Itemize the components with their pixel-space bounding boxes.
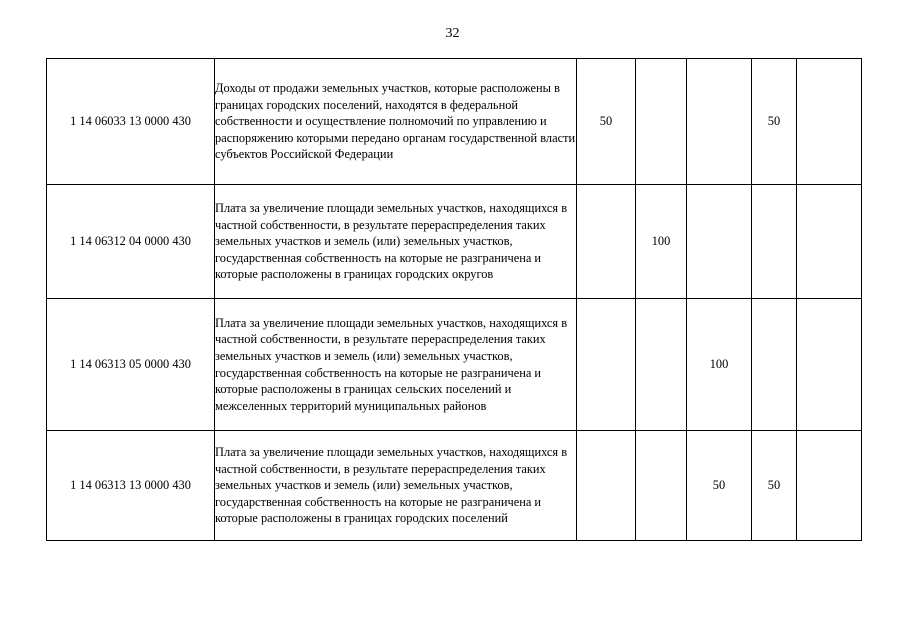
value-cell: 100 <box>687 299 752 431</box>
table-row <box>47 299 862 431</box>
revenue-description: Доходы от продажи земельных участков, которые расположены в границах городских поселений, находятся в федеральной собственности и осуществление полномочий по управлению и распоряжению которыми передано органам государственной власти субъектов Российской Федерации <box>215 59 577 185</box>
revenue-description: Плата за увеличение площади земельных участков, находящихся в частной собственности, в результате перераспределения таких земельных участков и земель (или) земельных участков, государственная собственность на которые не разграничена и которые расположены в границах городских округов <box>215 185 577 299</box>
value-cell <box>687 59 752 185</box>
table-row <box>47 185 862 299</box>
value-cell <box>577 299 636 431</box>
value-cell <box>797 59 862 185</box>
value-cell <box>797 185 862 299</box>
value-cell: 100 <box>636 185 687 299</box>
value-cell <box>687 185 752 299</box>
revenue-distribution-table <box>46 58 862 541</box>
value-cell <box>797 299 862 431</box>
revenue-description: Плата за увеличение площади земельных участков, находящихся в частной собственности, в результате перераспределения таких земельных участков и земель (или) земельных участков, государственная собственность на которые не разграничена и которые расположены в границах городских поселений <box>215 431 577 541</box>
value-cell: 50 <box>577 59 636 185</box>
value-cell <box>636 431 687 541</box>
revenue-code: 1 14 06312 04 0000 430 <box>47 185 215 299</box>
revenue-code: 1 14 06033 13 0000 430 <box>47 59 215 185</box>
revenue-code: 1 14 06313 05 0000 430 <box>47 299 215 431</box>
value-cell <box>636 59 687 185</box>
revenue-code: 1 14 06313 13 0000 430 <box>47 431 215 541</box>
value-cell <box>752 185 797 299</box>
value-cell: 50 <box>752 59 797 185</box>
table-row <box>47 59 862 185</box>
value-cell <box>577 185 636 299</box>
revenue-description: Плата за увеличение площади земельных участков, находящихся в частной собственности, в результате перераспределения таких земельных участков и земель (или) земельных участков, государственная собственность на которые не разграничена и которые расположены в границах сельских поселений и межселенных территорий муниципальных районов <box>215 299 577 431</box>
table-row <box>47 431 862 541</box>
value-cell <box>636 299 687 431</box>
value-cell: 50 <box>687 431 752 541</box>
page-number: 32 <box>445 26 460 41</box>
value-cell: 50 <box>752 431 797 541</box>
value-cell <box>797 431 862 541</box>
value-cell <box>577 431 636 541</box>
value-cell <box>752 299 797 431</box>
